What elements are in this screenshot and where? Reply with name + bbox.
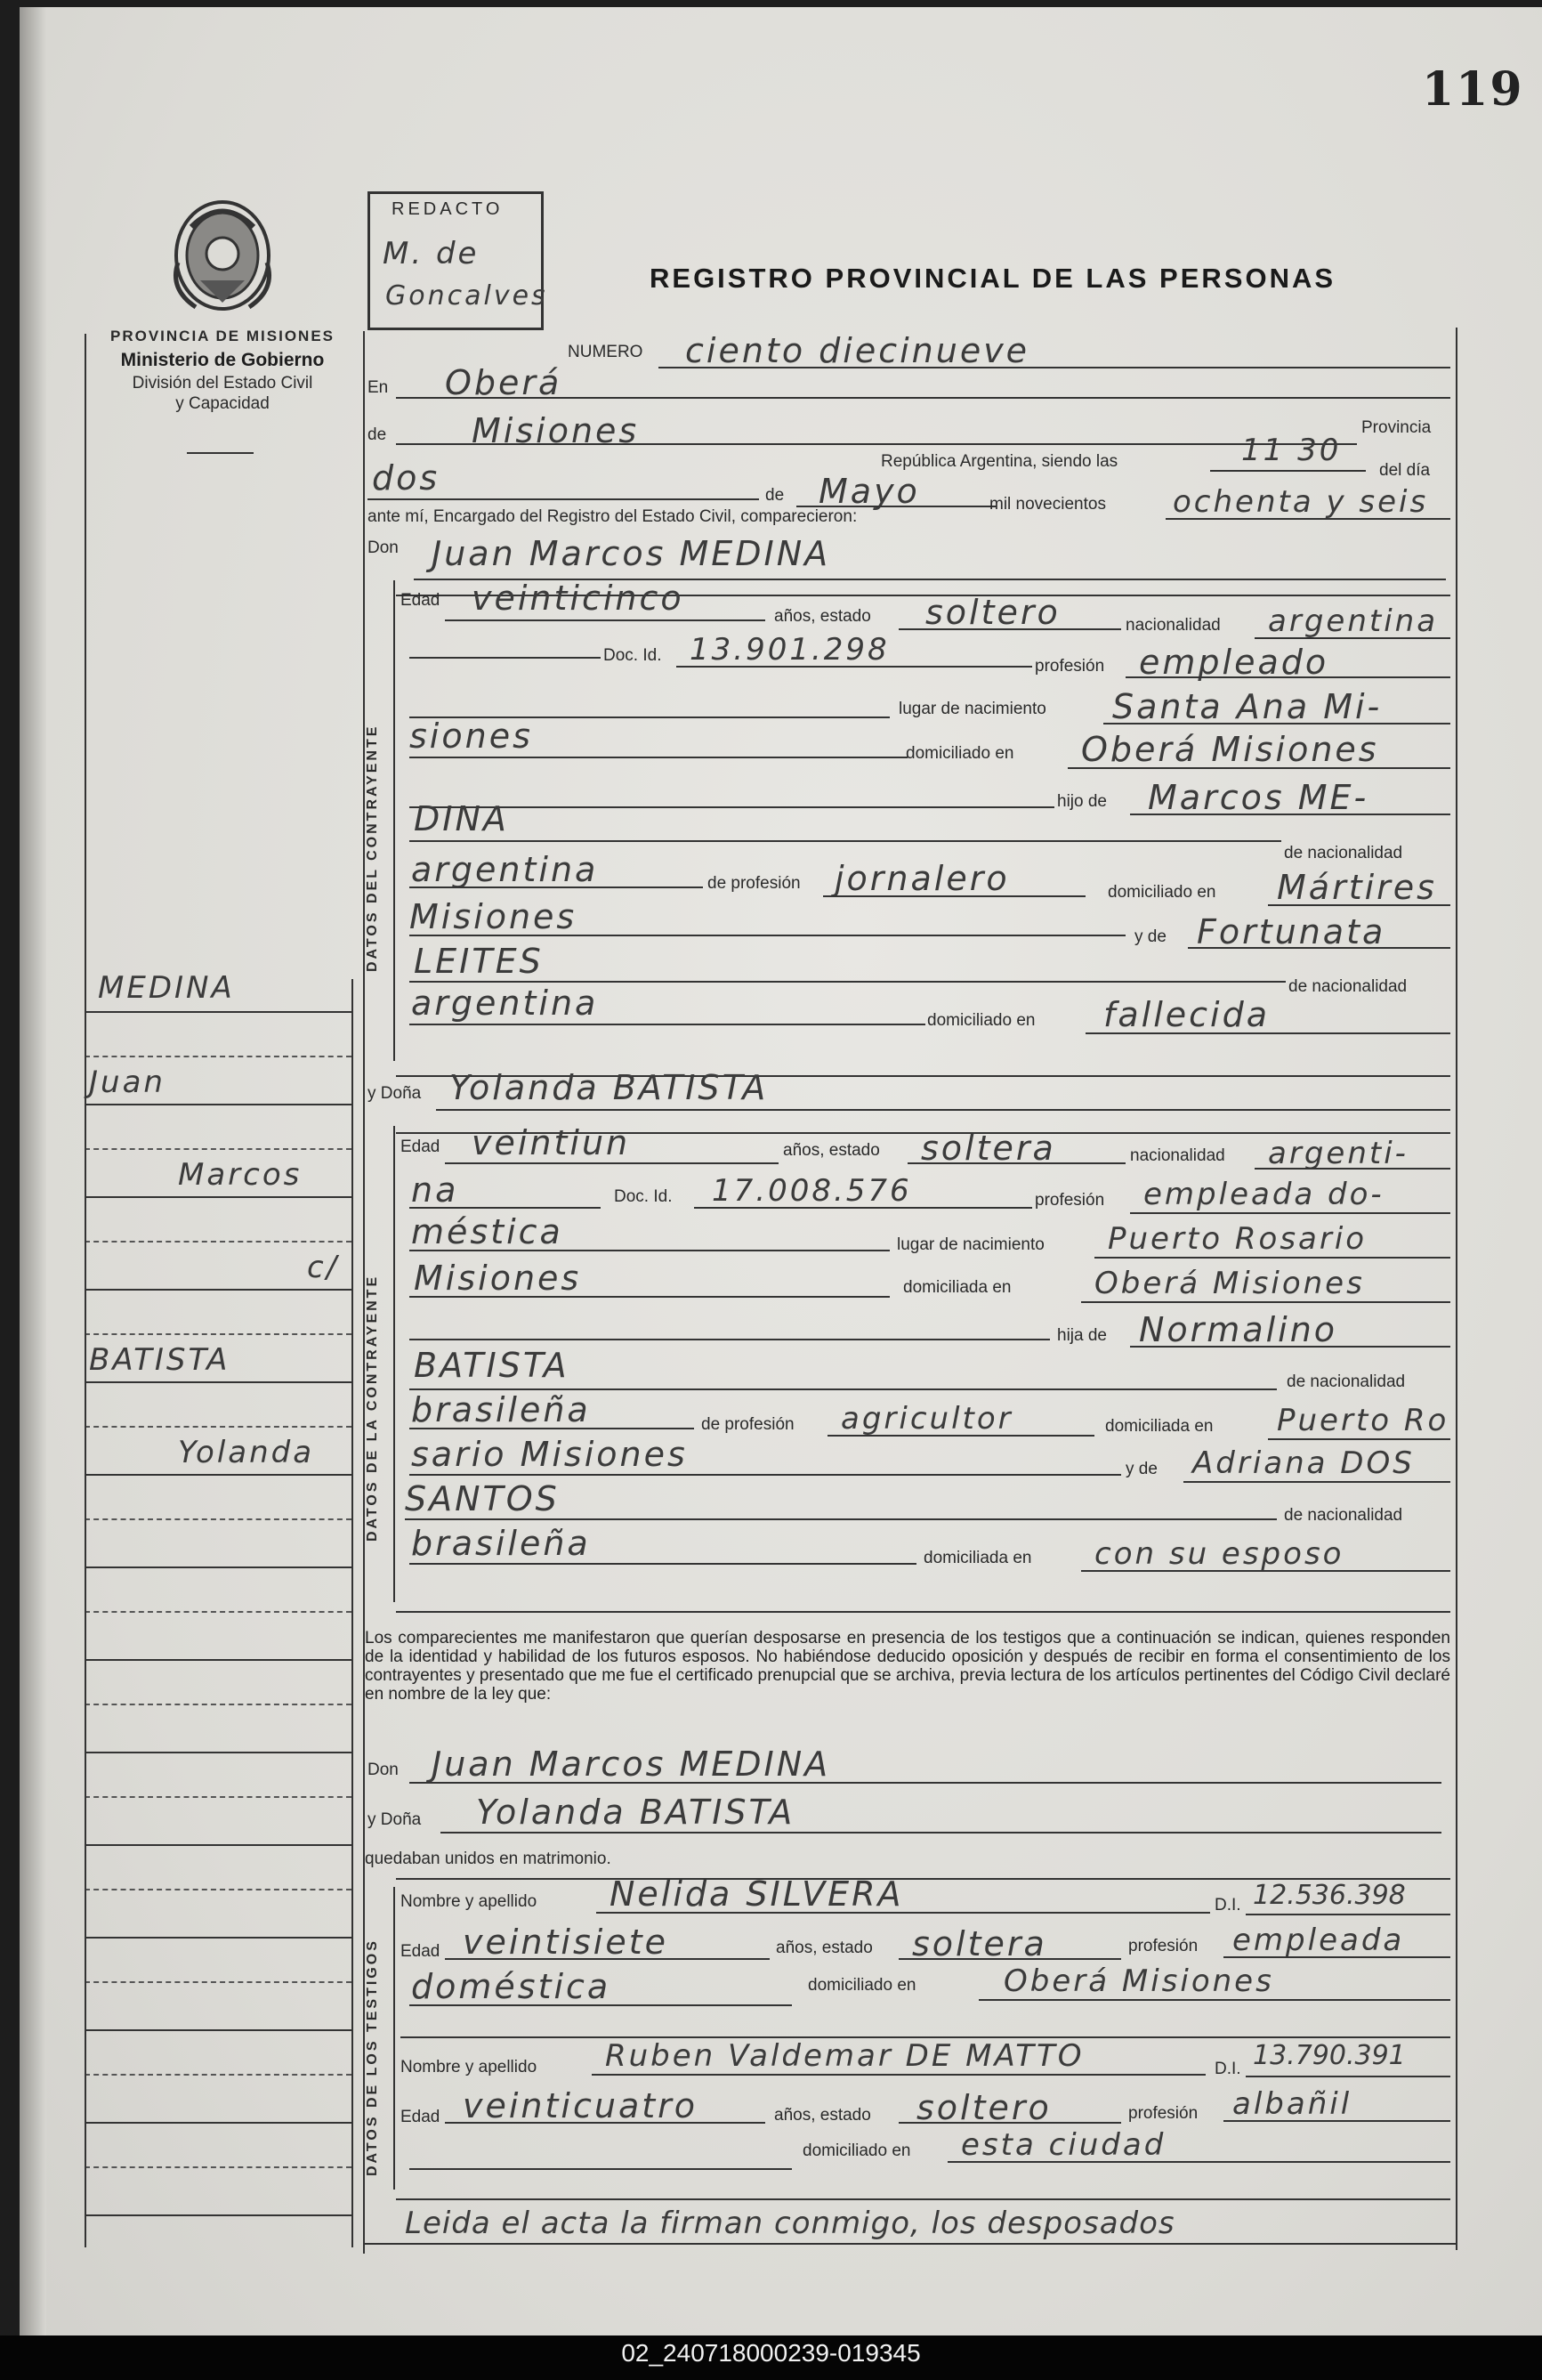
margin-name-groom: Juan	[89, 1065, 166, 1100]
bride-hija-label: hija de	[1057, 1326, 1107, 1345]
year-value: ochenta y seis	[1173, 484, 1429, 520]
margin-dash-8	[85, 1704, 351, 1705]
numero-line	[658, 367, 1450, 368]
margin-surname-bride: BATISTA	[89, 1342, 230, 1378]
bride-fdom2-line	[409, 1474, 1121, 1476]
bride-birth-label: lugar de nacimiento	[897, 1235, 1045, 1254]
redacto-label: REDACTO	[392, 199, 504, 219]
province-label: PROVINCIA DE MISIONES	[109, 328, 335, 344]
w1-prof-line	[1223, 1956, 1450, 1958]
bride-birth-line	[1094, 1257, 1450, 1259]
quedaban-label: quedaban unidos en matrimonio.	[365, 1850, 611, 1868]
bride-mother2-line	[405, 1518, 1277, 1520]
groom-prof-line	[1126, 676, 1450, 678]
groom-fnat-line	[409, 886, 703, 888]
margin-line-6	[85, 1474, 351, 1476]
margin-left-border	[85, 334, 86, 2247]
bride-domicile: Oberá Misiones	[1094, 1266, 1365, 1301]
w2-dom-label: domiciliado en	[803, 2141, 911, 2160]
margin-line-2	[85, 1104, 351, 1105]
bride-father-pre-line	[409, 1339, 1050, 1340]
groom-name: Juan Marcos MEDINA	[432, 534, 831, 573]
bride-father-domicile-2: sario Misiones	[411, 1435, 688, 1474]
groom-doc-line	[676, 666, 1032, 668]
bride-prof-line	[1130, 1212, 1450, 1214]
w2-status-line	[899, 2122, 1121, 2124]
witness2-profession: albañil	[1232, 2086, 1352, 2122]
margin-dash-3	[85, 1241, 351, 1243]
union-groom-line	[409, 1782, 1441, 1784]
w1-prof-label: profesión	[1128, 1937, 1199, 1955]
w2-name-line	[592, 2074, 1206, 2076]
margin-dash-10	[85, 1889, 351, 1890]
bride-nationality-1: argenti-	[1268, 1136, 1409, 1171]
numero-value: ciento diecinueve	[685, 331, 1030, 370]
bride-estado-label: años, estado	[783, 1141, 880, 1160]
w2-prof2-line	[409, 2168, 792, 2170]
bride-doc: 17.008.576	[712, 1173, 912, 1209]
witness-section-label: DATOS DE LOS TESTIGOS	[365, 1939, 380, 2176]
margin-dash-1	[85, 1056, 351, 1057]
bride-father-domicile-1: Puerto Ro	[1277, 1403, 1449, 1438]
bride-father-line	[1130, 1346, 1450, 1348]
bride-doc-label: Doc. Id.	[614, 1187, 673, 1206]
closing-text: Leida el acta la firman conmigo, los desposados	[405, 2206, 1175, 2241]
groom-father-domicile-1: Mártires	[1277, 868, 1437, 907]
month-value: Mayo	[819, 472, 920, 511]
groom-mother-nac-label: de nacionalidad	[1288, 977, 1408, 996]
witness-bottom-line	[396, 2198, 1450, 2200]
witness1-di: 12.536.398	[1253, 1880, 1406, 1911]
bride-status: soltera	[921, 1129, 1056, 1168]
w2-prof-label: profesión	[1128, 2104, 1199, 2123]
en-label: En	[367, 378, 389, 397]
margin-dash-5	[85, 1426, 351, 1428]
bride-mother-label: y de	[1126, 1460, 1158, 1478]
bride-birth2-line	[409, 1296, 890, 1298]
margin-dash-6	[85, 1518, 351, 1520]
bride-mother-line	[1183, 1481, 1450, 1483]
bride-name: Yolanda BATISTA	[449, 1068, 769, 1107]
bride-prof2-line	[409, 1250, 890, 1251]
groom-mother-nationality: argentina	[411, 984, 599, 1023]
bride-section-border	[393, 1126, 395, 1602]
groom-fprof-line	[823, 895, 1086, 897]
bride-fdom-line	[1268, 1438, 1450, 1440]
bride-father-dom-label: domiciliada en	[1105, 1417, 1214, 1436]
bride-profession-2: méstica	[411, 1212, 563, 1251]
margin-middle-groom: Marcos	[178, 1157, 303, 1193]
bride-mdom-line	[1081, 1570, 1450, 1572]
margin-line-11	[85, 1937, 351, 1939]
bride-prof-label: profesión	[1035, 1191, 1105, 1210]
groom-mdom-line	[1086, 1032, 1450, 1034]
capacity-label: y Capacidad	[175, 394, 270, 413]
w1-edad-label: Edad	[400, 1942, 440, 1961]
witness1-status: soltera	[912, 1924, 1047, 1963]
city-value: Oberá	[445, 363, 562, 402]
groom-dom-line	[1068, 767, 1450, 769]
margin-dash-11	[85, 1981, 351, 1983]
bride-nationality-2: na	[411, 1170, 459, 1210]
bride-mother-2: SANTOS	[405, 1479, 560, 1518]
groom-estado-label: años, estado	[774, 607, 871, 626]
bride-profession-1: empleada do-	[1143, 1177, 1385, 1212]
bride-mnat-line	[409, 1563, 916, 1565]
bride-section-label: DATOS DE LA CONTRAYENTE	[365, 1274, 380, 1542]
w1-dom-label: domiciliado en	[808, 1976, 916, 1995]
w1-di-label: D.I.	[1215, 1896, 1241, 1915]
form-bottom-border	[363, 2243, 1456, 2245]
groom-prof-label: profesión	[1035, 657, 1105, 676]
bride-father-profession: agricultor	[841, 1401, 1013, 1437]
groom-dom-label: domiciliado en	[906, 744, 1014, 763]
redacto-name-1: M. de	[383, 236, 480, 271]
margin-conjunction: c/	[307, 1250, 340, 1285]
bride-mother-nac-label: de nacionalidad	[1284, 1506, 1403, 1525]
groom-mother-1: Fortunata	[1197, 912, 1386, 951]
day-line	[367, 498, 759, 500]
groom-doc-label: Doc. Id.	[603, 646, 662, 665]
w2-edad-label: Edad	[400, 2108, 440, 2126]
bride-nac-label: nacionalidad	[1130, 1146, 1225, 1165]
del-dia-label: del día	[1379, 461, 1431, 480]
margin-dash-9	[85, 1796, 351, 1798]
ministry-label: Ministerio de Gobierno	[120, 350, 325, 370]
form-right-border	[1456, 328, 1457, 2250]
groom-father-nationality: argentina	[411, 850, 599, 889]
hour-value: 11 30	[1241, 433, 1342, 468]
province-value: Misiones	[472, 411, 640, 450]
w1-name-label: Nombre y apellido	[400, 1892, 537, 1911]
registry-title: REGISTRO PROVINCIAL DE LAS PERSONAS	[650, 263, 1336, 294]
dona-label: y Doña	[367, 1084, 422, 1103]
bride-nat2-line	[409, 1207, 601, 1209]
margin-line-1	[85, 1011, 351, 1013]
witness1-age: veintisiete	[463, 1923, 668, 1962]
groom-mother2-line	[409, 981, 1286, 983]
groom-birth-label: lugar de nacimiento	[899, 700, 1046, 718]
page-number: 119	[1422, 62, 1524, 117]
hour-line	[1210, 470, 1366, 472]
bride-age-line	[445, 1162, 779, 1164]
union-don-label: Don	[367, 1761, 399, 1779]
margin-line-5	[85, 1381, 351, 1383]
margin-line-4	[85, 1289, 351, 1291]
division-label: División del Estado Civil	[132, 374, 313, 393]
groom-fdom2-line	[409, 935, 1126, 936]
groom-birth-line	[1103, 723, 1450, 725]
groom-nac-label: nacionalidad	[1126, 616, 1221, 635]
ante-mi-label: ante mí, Encargado del Registro del Estado Civil, comparecieron:	[367, 507, 858, 526]
numero-label: NUMERO	[568, 343, 643, 361]
bride-birthplace-2: Misiones	[414, 1259, 582, 1298]
bride-section-bottom-line	[396, 1611, 1450, 1613]
groom-father-prof-label: de profesión	[707, 874, 801, 893]
bride-edad-label: Edad	[400, 1137, 440, 1156]
w1-di-line	[1246, 1914, 1450, 1915]
w1-name-line	[596, 1912, 1210, 1914]
w2-prof-line	[1223, 2120, 1450, 2122]
groom-mother-label: y de	[1134, 927, 1167, 946]
groom-age-line	[445, 619, 765, 621]
margin-name-bride: Yolanda	[178, 1435, 315, 1470]
w1-prof2-line	[409, 2004, 792, 2006]
groom-doc: 13.901.298	[690, 632, 890, 668]
bride-name-line	[436, 1109, 1450, 1111]
year-line	[1166, 518, 1450, 520]
groom-domicile: Oberá Misiones	[1081, 730, 1379, 769]
groom-birth2-line	[409, 757, 908, 758]
w1-age-line	[445, 1958, 770, 1960]
mil-novecientos-label: mil novecientos	[989, 495, 1106, 514]
margin-line-8	[85, 1659, 351, 1661]
groom-nat-line	[1255, 637, 1450, 639]
margin-dash-4	[85, 1333, 351, 1335]
bride-mother-domicile: con su esposo	[1094, 1536, 1344, 1572]
bride-father-1: Normalino	[1139, 1310, 1338, 1349]
groom-hijo-label: hijo de	[1057, 792, 1107, 811]
groom-mother-2: LEITES	[414, 942, 544, 981]
groom-status: soltero	[925, 593, 1061, 632]
witness1-profession-2: doméstica	[411, 1967, 611, 2006]
bride-father-prof-label: de profesión	[701, 1415, 795, 1434]
bride-nat-line	[1255, 1168, 1450, 1170]
bride-status-line	[908, 1162, 1126, 1164]
witness2-domicile: esta ciudad	[961, 2127, 1167, 2163]
groom-profession: empleado	[1139, 643, 1329, 682]
groom-mother-dom-label: domiciliado en	[927, 1011, 1036, 1030]
witness2-age: veinticuatro	[463, 2086, 698, 2125]
groom-section-label: DATOS DEL CONTRAYENTE	[365, 724, 380, 972]
bride-father-2: BATISTA	[414, 1346, 569, 1385]
bride-fprof-line	[828, 1435, 1094, 1437]
bride-fnat-line	[409, 1428, 694, 1429]
groom-section-border	[393, 580, 395, 1061]
witness2-di: 13.790.391	[1253, 2040, 1406, 2071]
w2-dom-line	[948, 2161, 1450, 2163]
union-dona-label: y Doña	[367, 1810, 422, 1829]
groom-father-nac-label: de nacionalidad	[1284, 844, 1403, 862]
witness1-profession-1: empleada	[1232, 1923, 1405, 1958]
w1-dom-line	[979, 1999, 1450, 2001]
margin-line-7	[85, 1566, 351, 1568]
bride-mother-1: Adriana DOS	[1192, 1445, 1415, 1481]
groom-fdom-line	[1268, 904, 1450, 906]
de-month-label: de	[765, 486, 785, 505]
witness1-name: Nelida SILVERA	[610, 1874, 904, 1914]
bride-dom-label: domiciliada en	[903, 1278, 1012, 1297]
groom-father-2: DINA	[414, 799, 509, 838]
de-label: de	[367, 425, 387, 444]
witness2-name: Ruben Valdemar DE MATTO	[605, 2038, 1085, 2074]
margin-surname-groom: MEDINA	[98, 970, 235, 1006]
groom-age: veinticinco	[472, 579, 684, 618]
declaration-paragraph: Los comparecientes me manifestaron que querían desposarse en presencia de los testigos que a continuación se indican, quienes responden de la identidad y habilidad de los futuros esposos. No habiéndose deducido oposición y después de recibir en forma el consentimiento de los contrayentes y presentado que me fue el certificado prenupcial que se archiva, previa lectura de los artículos pertinentes del Código Civil declaré en nombre de la ley que:	[365, 1629, 1450, 1704]
page-edge-shadow	[20, 7, 46, 2335]
w1-status-line	[899, 1958, 1121, 1960]
margin-line-3	[85, 1196, 351, 1198]
groom-mnat-line	[409, 1024, 925, 1025]
margin-line-12	[85, 2029, 351, 2031]
bride-dom-line	[1081, 1301, 1450, 1303]
bride-age: veintiun	[472, 1123, 631, 1162]
margin-dash-12	[85, 2074, 351, 2076]
groom-father-profession: jornalero	[835, 859, 1010, 898]
bride-mother-nationality: brasileña	[411, 1524, 591, 1563]
groom-father-1: Marcos ME-	[1148, 778, 1369, 817]
groom-mother-domicile: fallecida	[1103, 995, 1271, 1034]
w2-di-line	[1246, 2076, 1450, 2077]
don-label: Don	[367, 538, 399, 557]
groom-father-domicile-2: Misiones	[409, 897, 577, 936]
w1-estado-label: años, estado	[776, 1939, 873, 1957]
margin-dash-7	[85, 1611, 351, 1613]
provincia-label: Provincia	[1361, 418, 1432, 437]
groom-birthplace-1: Santa Ana Mi-	[1112, 687, 1383, 726]
groom-father-dom-label: domiciliado en	[1108, 883, 1216, 902]
groom-father-line	[1130, 814, 1450, 815]
province-line	[396, 443, 1357, 445]
margin-dash-13	[85, 2166, 351, 2168]
margin-line-14	[85, 2214, 351, 2216]
w2-name-label: Nombre y apellido	[400, 2058, 537, 2076]
w2-di-label: D.I.	[1215, 2060, 1241, 2078]
witness2-status: soltero	[916, 2088, 1052, 2127]
groom-nationality: argentina	[1268, 603, 1439, 639]
margin-right-border	[351, 979, 353, 2247]
groom-father2-line	[409, 840, 1281, 842]
day-value: dos	[372, 458, 440, 498]
w2-estado-label: años, estado	[774, 2106, 871, 2125]
groom-status-line	[899, 628, 1121, 630]
groom-birthplace-2: siones	[409, 716, 533, 756]
bride-father-nationality: brasileña	[411, 1390, 591, 1429]
republica-label: República Argentina, siendo las	[881, 452, 1118, 471]
bride-mother-dom-label: domiciliada en	[924, 1549, 1032, 1567]
bride-birthplace: Puerto Rosario	[1108, 1221, 1368, 1257]
city-line	[396, 397, 1450, 399]
groom-doc-pre-line	[409, 657, 601, 659]
witness-section-border	[393, 1887, 395, 2190]
image-caption: 02_240718000239-019345	[621, 2339, 921, 2367]
groom-mother-line	[1188, 947, 1450, 949]
coat-of-arms-seal	[165, 191, 280, 316]
margin-dash-2	[85, 1148, 351, 1150]
redacto-name-2: Goncalves	[385, 280, 548, 312]
groom-edad-label: Edad	[400, 591, 440, 610]
margin-line-10	[85, 1844, 351, 1846]
witness1-domicile: Oberá Misiones	[1004, 1963, 1274, 1999]
bride-doc-line	[694, 1207, 1032, 1209]
margin-line-9	[85, 1752, 351, 1753]
header-divider	[187, 452, 254, 454]
union-groom-name: Juan Marcos MEDINA	[432, 1745, 831, 1784]
w2-age-line	[445, 2122, 765, 2124]
union-bride-line	[440, 1832, 1441, 1834]
union-bride-name: Yolanda BATISTA	[476, 1793, 795, 1832]
bride-father-nac-label: de nacionalidad	[1287, 1372, 1406, 1391]
margin-line-13	[85, 2122, 351, 2124]
